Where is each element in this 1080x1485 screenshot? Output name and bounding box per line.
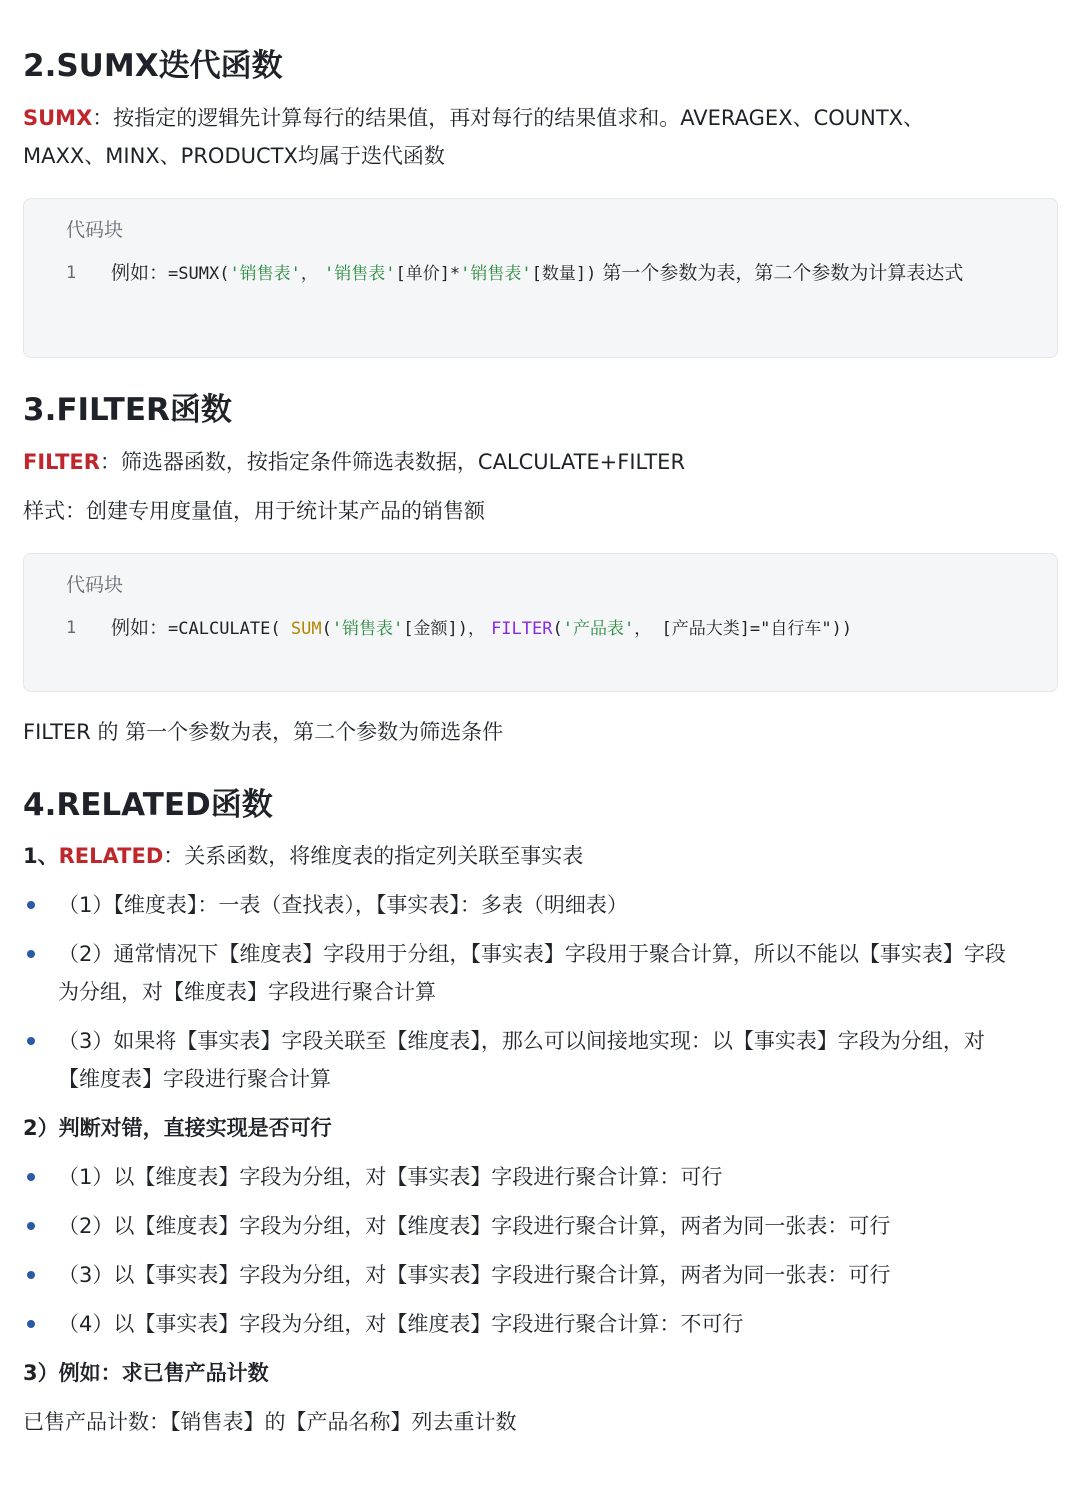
sumx-description-line-2: MAXX、MINX、PRODUCTX均属于迭代函数 — [23, 144, 445, 168]
bullet-dot — [27, 901, 35, 909]
sub-prefix: 1、 — [23, 844, 59, 868]
list-item-text: （3）如果将【事实表】字段关联至【维度表】，那么可以间接地实现：以【事实表】字段为分组，对【维度表】字段进行聚合计算 — [58, 1029, 985, 1091]
code-part: ( — [321, 619, 332, 639]
line-number: 1 — [66, 618, 77, 638]
filter-note: FILTER 的 第一个参数为表，第二个参数为筛选条件 — [23, 720, 504, 744]
code-function: SUM — [290, 619, 322, 639]
list-item-text: （3）以【事实表】字段为分组，对【事实表】字段进行聚合计算，两者为同一张表：可行 — [58, 1263, 891, 1287]
code-text — [111, 257, 1026, 290]
bullet-dot — [27, 1320, 35, 1328]
code-part: [金额])， — [403, 619, 486, 639]
bullet-dot — [27, 950, 35, 958]
code-string: '销售表' — [323, 264, 396, 284]
related-subheading-1 — [23, 837, 583, 875]
code-block-filter — [23, 553, 1058, 692]
code-text — [111, 612, 1026, 645]
bullet-dot — [27, 1173, 35, 1181]
list-item-text: （1）以【维度表】字段为分组，对【事实表】字段进行聚合计算：可行 — [58, 1165, 723, 1189]
code-string: '销售表' — [460, 264, 532, 284]
code-function: FILTER — [491, 619, 553, 639]
bullet-dot — [27, 1271, 35, 1279]
bullet-dot — [27, 1222, 35, 1230]
related-subheading-2: 2）判断对错，直接实现是否可行 — [23, 1116, 332, 1140]
code-prefix: 例如： — [111, 262, 169, 284]
code-part: ， — [300, 264, 318, 284]
section-heading-filter: 3.FILTER函数 — [23, 392, 232, 428]
sumx-desc-text: ：按指定的逻辑先计算每行的结果值，再对每行的结果值求和。AVERAGEX、COUNTX、 — [92, 106, 925, 130]
code-comment: 第一个参数为表，第二个参数为计算表达式 — [596, 262, 964, 284]
section-heading-related: 4.RELATED函数 — [23, 787, 273, 823]
code-part: =SUMX( — [168, 264, 230, 284]
section-heading-sumx: 2.SUMX迭代函数 — [23, 48, 283, 84]
list-item-text: （4）以【事实表】字段为分组，对【维度表】字段进行聚合计算：不可行 — [58, 1312, 744, 1336]
code-block-title: 代码块 — [66, 219, 124, 241]
filter-description — [23, 443, 685, 481]
related-subheading-3: 3）例如：求已售产品计数 — [23, 1361, 269, 1385]
sumx-description-line-1 — [23, 99, 924, 137]
bullet-dot — [27, 1037, 35, 1045]
code-part: [单价]* — [395, 264, 461, 284]
list-item-text: （2）以【维度表】字段为分组，对【维度表】字段进行聚合计算，两者为同一张表：可行 — [58, 1214, 891, 1238]
code-string: '销售表' — [229, 264, 301, 284]
filter-style-line: 样式：创建专用度量值，用于统计某产品的销售额 — [23, 499, 485, 523]
code-part: ( — [552, 619, 563, 639]
related-example-line: 已售产品计数：【销售表】的【产品名称】列去重计数 — [23, 1410, 517, 1434]
list-item-text: （1）【维度表】：一表（查找表），【事实表】：多表（明细表） — [58, 893, 628, 917]
sumx-keyword: SUMX — [23, 106, 93, 130]
code-part: ， [产品大类]="自行车")) — [634, 619, 853, 639]
code-block-sumx — [23, 198, 1058, 358]
line-number: 1 — [66, 263, 77, 283]
filter-desc-text: ：筛选器函数，按指定条件筛选表数据，CALCULATE+FILTER — [99, 450, 686, 474]
related-desc-text: ：关系函数，将维度表的指定列关联至事实表 — [163, 844, 584, 868]
filter-keyword: FILTER — [23, 450, 100, 474]
code-part: =CALCULATE( — [168, 619, 291, 639]
code-block-title: 代码块 — [66, 574, 124, 596]
code-prefix: 例如： — [111, 617, 169, 639]
code-string: '销售表' — [331, 619, 404, 639]
code-part: [数量]) — [531, 264, 597, 284]
code-string: '产品表' — [562, 619, 635, 639]
related-keyword: RELATED — [58, 844, 164, 868]
list-item-text: （2）通常情况下【维度表】字段用于分组，【事实表】字段用于聚合计算，所以不能以【事实表】字段为分组，对【维度表】字段进行聚合计算 — [58, 942, 1006, 1004]
